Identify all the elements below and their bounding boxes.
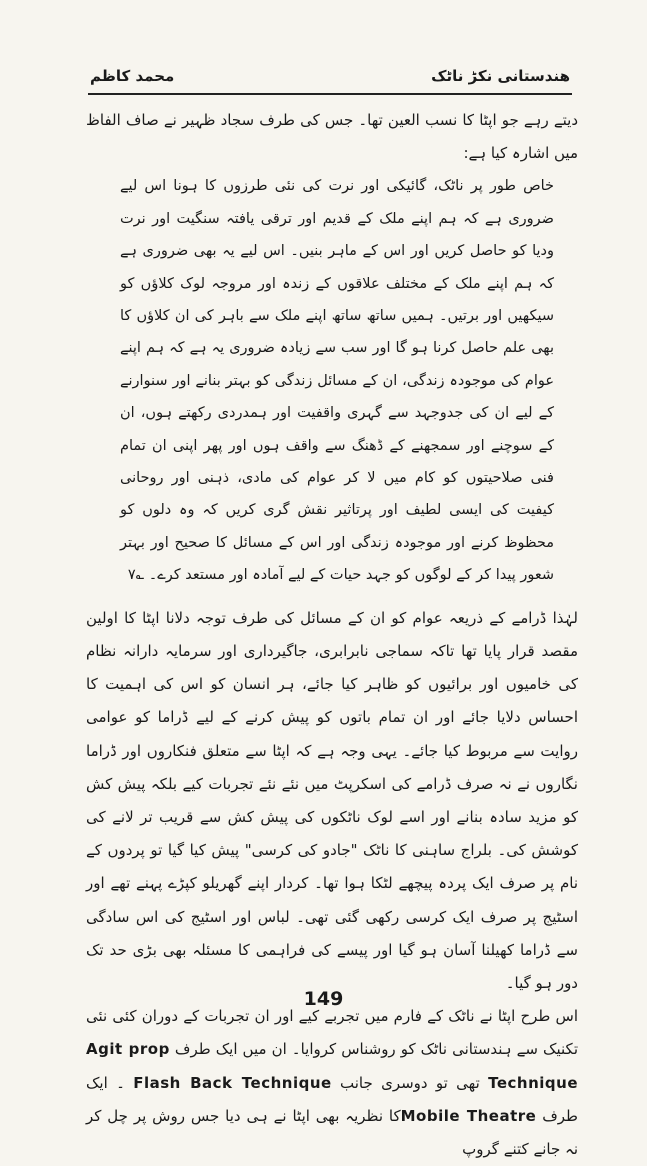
- paragraph-3: [86, 1000, 578, 1166]
- intro-line: دیتے رہے جو اپٹا کا نسب العین تھا۔ جس کی طرف سجاد ظہیر نے صاف الفاظ میں اشارہ کیا ہے:: [86, 111, 578, 163]
- author-name: محمد کاظم: [90, 67, 175, 85]
- paragraph-3-part2: تھی تو دوسری جانب: [340, 1073, 480, 1092]
- block-quote: خاص طور پر ناٹک، گائیکی اور نرت کی نئی طرزوں کا ہونا اس لیے ضروری ہے کہ ہم اپنے ملک کے قدیم اور ترقی یافتہ سنگیت اور نرت ودیا کو حاصل کریں اور اس کے ماہر بنیں۔ اس لیے یہ بھی ضروری ہے کہ ہم اپنے ملک کے مختلف علاقوں کے زندہ اور مروجہ لوک کلاؤں کو سیکھیں اور برتیں۔ ہمیں ساتھ ساتھ اپنے ملک سے باہر کی ان کلاؤں کا بھی علم حاصل کرنا ہو گا اور سب سے زیادہ ضروری یہ ہے کہ ہم اپنے عوام کی موجودہ زندگی، ان کے مسائل زندگی کو بہتر بنانے اور سنوارنے کے لیے ان کی جدوجہد سے گہری واقفیت اور ہمدردی رکھتے ہوں، ان کے سوچنے اور سمجھنے کے ڈھنگ سے واقف ہوں اور پھر اپنی ان تمام فنی صلاحیتوں کو کام میں لا کر عوام کی مادی، ذہنی اور روحانی کیفیت کی ایسی لطیف اور پرتاثیر نقش گری کریں کہ وہ دلوں کو محظوظ کرنے اور موجودہ زندگی اور اس کے مسائل کا صحیح اور بہتر شعور پیدا کر کے لوگوں کو جہد حیات کے لیے آمادہ اور مستعد کرے۔ ؎۷: [120, 178, 554, 584]
- running-header: [90, 64, 570, 88]
- paragraph-3-part3: ۔ ایک طرف: [86, 1073, 578, 1125]
- paragraph-2: لہٰذا ڈرامے کے ذریعہ عوام کو ان کے مسائل کی طرف توجہ دلانا اپٹا کا اولین مقصد قرار پایا تھا تاکہ سماجی نابرابری، جاگیرداری اور سرمایہ دارانہ نظام کی خامیوں اور برائیوں کو ظاہر کیا جائے، ہر انسان کو اس کی اہمیت کا احساس دلایا جائے اور ان تمام باتوں کو پیش کرنے کے لیے ڈراما کو عوامی روایت سے مربوط کیا جائے۔ یہی وجہ ہے کہ اپٹا سے متعلق فنکاروں اور ڈراما نگاروں نے نہ صرف ڈرامے کی اسکرپٹ میں نئے نئے تجربات کیے بلکہ پیش کش کو مزید سادہ بنانے اور اسے لوک ناٹکوں کی پیش کش سے قریب تر لانے کی کوشش کی۔ بلراج ساہنی کا ناٹک "جادو کی کرسی" پیش کیا گیا تو پردوں کے نام پر صرف ایک پردہ پیچھے لٹکا ہوا تھا۔ کردار اپنے گھریلو کپڑے پہنے تھے اور اسٹیج پر صرف ایک کرسی رکھی گئی تھی۔ لباس اور اسٹیج کی اس سادگی سے ڈراما کھیلنا آسان ہو گیا اور پیسے کی فراہمی کا مسئلہ بھی بڑی حد تک دور ہو گیا۔: [86, 608, 578, 992]
- term-mobile-theatre: Mobile Theatre: [400, 1106, 537, 1125]
- paragraph-3-part4: کا نظریہ بھی اپٹا نے ہی دیا جس روش پر چل کر نہ جانے کتنے گروپ: [86, 1106, 578, 1158]
- term-flash-back: Flash Back Technique: [133, 1073, 332, 1092]
- page-number: 149: [303, 988, 344, 1010]
- term-agit-prop: Agit prop: [86, 1040, 170, 1059]
- book-title: هندستانی نکڑ ناٹک: [431, 67, 570, 85]
- header-divider: [88, 93, 572, 95]
- term-technique: Technique: [488, 1073, 578, 1092]
- paragraph-3-part1: اس طرح اپٹا نے ناٹک کے فارم میں تجربے کیے اور ان تجربات کے دوران کئی نئی تکنیک سے ہندستانی ناٹک کو روشناس کروایا۔ ان میں ایک طرف: [86, 1007, 578, 1059]
